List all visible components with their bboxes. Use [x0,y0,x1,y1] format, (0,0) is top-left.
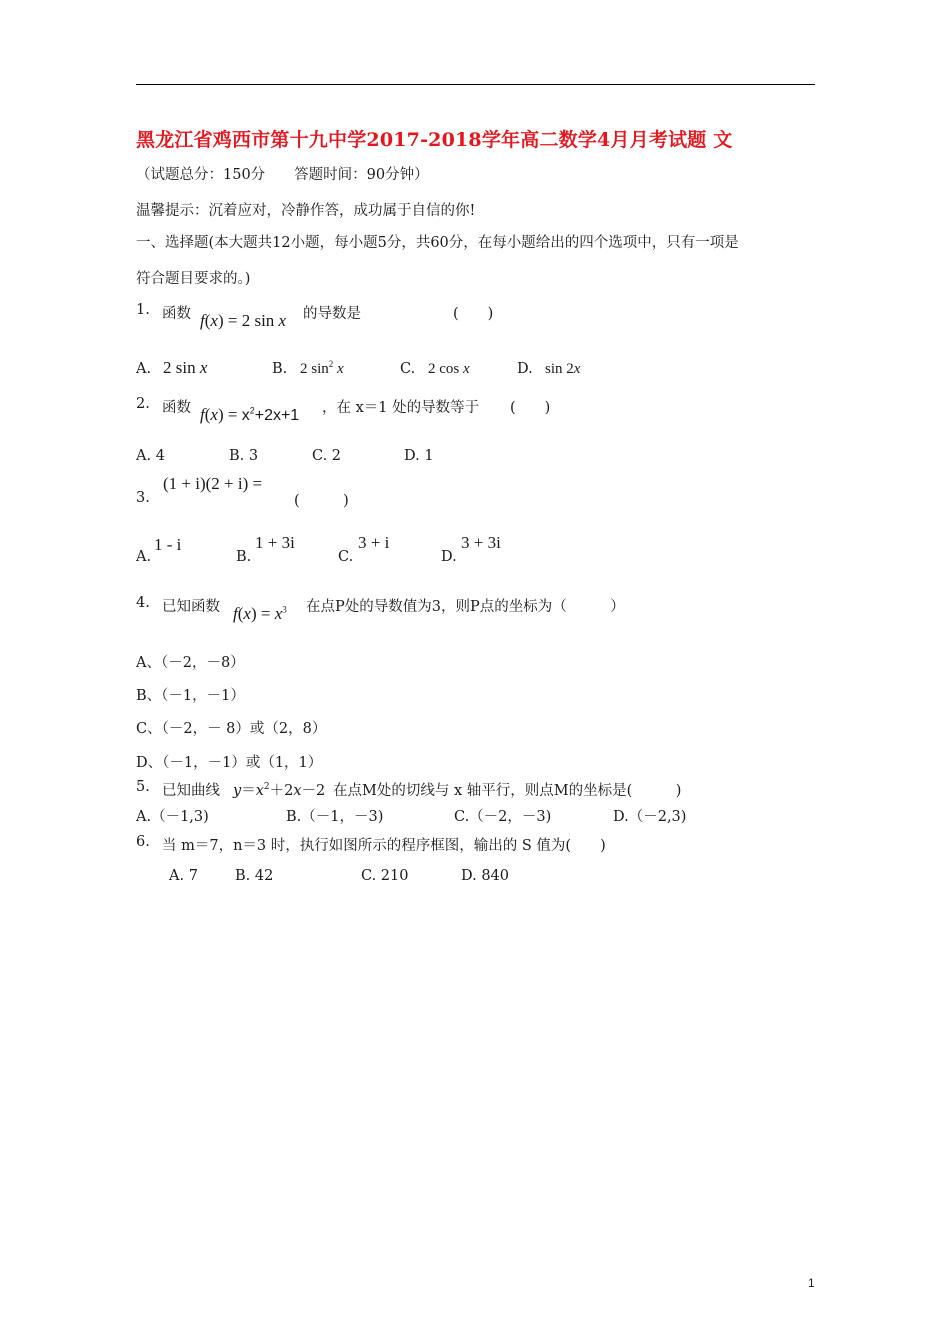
q2-option-b: B. 3 [229,448,259,464]
q1-option-b-label: B. [272,361,288,377]
q3-option-b-label: B. [236,549,252,565]
q5-option-c: C.（－2，－3) [454,809,552,825]
q2-prefix: 函数 [162,400,191,416]
q3-option-c-formula: 3 + i [358,533,390,552]
q1-option-d-label: D. [517,361,533,377]
q1-option-b-formula: 2 $\sin^2 x$ [300,359,344,377]
q4-option-d: D、（－1，－1）或（1，1） [136,755,323,771]
q4-formula: $f(x) = x^3$ [233,604,287,623]
q4-option-b: B、（－1，－1） [136,688,245,704]
q1-answer-paren: ( ) [453,306,494,322]
q3-number: 3. [136,490,150,506]
q3-option-d-label: D. [441,549,457,565]
q3-option-b-formula: 1 + 3i [255,533,295,552]
q2-option-a: A. 4 [136,448,165,464]
q2-suffix: ，在 x＝1 处的导数等于 [322,400,480,416]
q1-option-c-label: C. [400,361,416,377]
q1-option-c-formula: 2 cos x [428,361,470,377]
q6-option-c: C. 210 [361,868,409,884]
q1-suffix: 的导数是 [303,306,361,322]
q4-option-a: A、（－2，－8） [136,655,245,671]
exam-info: （试题总分：150分 答题时间：90分钟） [136,167,429,183]
q1-number: 1. [136,302,150,318]
section-heading-line2: 符合题目要求的。) [136,271,251,287]
header-rule [136,84,815,85]
q3-option-d-formula: 3 + 3i [461,533,501,552]
page-number: 1 [808,1276,815,1290]
q1-option-d-formula: sin 2x [545,361,581,377]
document-title: 黑龙江省鸡西市第十九中学2017-2018学年高二数学4月月考试题 文 [136,129,733,151]
exam-tip: 温馨提示：沉着应对，冷静作答，成功属于自信的你! [136,203,476,219]
q1-prefix: 函数 [162,306,191,322]
q5-option-b: B.（－1，－3) [286,809,384,825]
q5-option-a: A.（－1,3) [136,809,209,825]
q6-option-b: B. 42 [235,868,274,884]
q2-option-c: C. 2 [312,448,342,464]
q5-formula: $y=x^2+2x-2$ [233,782,326,799]
q5-option-d: D.（－2,3) [613,809,687,825]
q3-formula: (1 + i)(2 + i) = [163,474,263,493]
q6-text: 当 m＝7，n＝3 时，执行如图所示的程序框图，输出的 S 值为( ) [162,838,606,854]
q6-number: 6. [136,834,150,850]
q3-option-c-label: C. [338,549,354,565]
q4-number: 4. [136,595,150,611]
q4-suffix: 在点P处的导数值为3，则P点的坐标为（ ） [306,599,625,615]
q2-option-d: D. 1 [404,448,434,464]
q2-formula: $f(x) = x^2+2x+1$ [200,405,300,424]
q1-option-a-formula: 2 sin x [163,358,208,377]
q3-option-a-formula: 1 - i [154,535,182,554]
q4-prefix: 已知函数 [162,599,220,615]
q3-answer-paren: ( ) [294,493,349,509]
q1-formula: f(x) = 2 sin x [200,311,287,330]
q5-number: 5. [136,779,150,795]
section-heading-line1: 一、选择题(本大题共12小题，每小题5分，共60分，在每小题给出的四个选项中，只有一项是 [136,235,739,251]
q2-answer-paren: ( ) [510,400,551,416]
q3-option-a-label: A. [136,549,152,565]
q1-option-a-label: A. [136,361,152,377]
q5-prefix: 已知曲线 [162,783,220,799]
q2-number: 2. [136,396,150,412]
q5-suffix: 在点M处的切线与 x 轴平行，则点M的坐标是( ) [333,783,682,799]
q4-option-c: C、（－2，－ 8）或（2，8） [136,721,327,737]
q6-option-a: A. 7 [169,868,198,884]
q6-option-d: D. 840 [461,868,510,884]
